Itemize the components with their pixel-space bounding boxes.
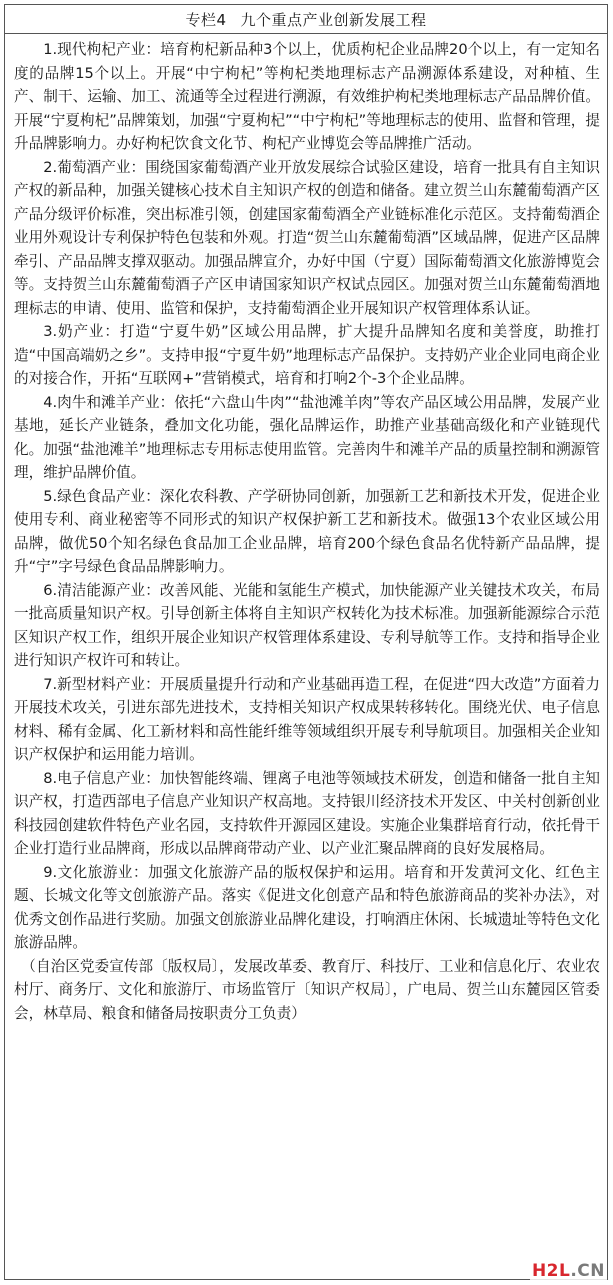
item-electronic-info: 8.电子信息产业：加快智能终端、锂离子电池等领域技术研发，创造和储备一批自主知识产权，打造西部电子信息产业知识产权高地。支持银川经济技术开发区、中关村创新创业科技园创建软件特色产业名园，支持软件开源园区建设。实施企业集群培育行动，依托骨干企业打造行业品牌商，形成以品牌商带动产业、以产业汇聚品牌商的良好发展格局。 xyxy=(14,769,600,857)
item-new-materials: 7.新型材料产业：开展质量提升行动和产业基础再造工程，在促进“四大改造”方面着力开展技术攻关，引进东部先进技术，支持相关知识产权成果转移转化。围绕光伏、电子信息材料、稀有金属、化工新材料和高性能纤维等领域组织开展专利导航项目。加强相关企业知识产权保护和运用能力培训。 xyxy=(14,675,600,763)
watermark-brand: H2L xyxy=(531,1261,571,1281)
item-wine: 2.葡萄酒产业：围绕国家葡萄酒产业开放发展综合试验区建设，培育一批具有自主知识产权的新品种，加强关键核心技术自主知识产权的创造和储备。建立贺兰山东麓葡萄酒产区产品分级评价标准，突出标准引领，创建国家葡萄酒全产业链标准化示范区。支持葡萄酒企业用外观设计专利保护特色包装和外观。打造“贺兰山东麓葡萄酒”区域品牌，促进产区品牌牵引、产品品牌支撑双驱动。加强品牌宣介，办好中国（宁夏）国际葡萄酒文化旅游博览会等。支持贺兰山东麓葡萄酒子产区申请国家知识产权试点园区。加强对贺兰山东麓葡萄酒地理标志的申请、使用、监管和保护，支持葡萄酒企业开展知识产权管理体系认证。 xyxy=(14,158,600,317)
column-label: 专栏4 xyxy=(185,10,227,29)
item-dairy: 3.奶产业：打造“宁夏牛奶”区域公用品牌，扩大提升品牌知名度和美誉度，助推打造“中国高端奶之乡”。支持申报“宁夏牛奶”地理标志产品保护。支持奶产业企业同电商企业的对接合作，开拓“互联网+”营销模式，培育和打响2个-3个企业品牌。 xyxy=(14,323,600,387)
item-culture-tourism: 9.文化旅游业：加强文化旅游产品的版权保护和运用。培育和开发黄河文化、红色主题、长城文化等文创旅游产品。落实《促进文化创意产品和特色旅游商品的奖补办法》，对优秀文创作品进行奖励。加强文创旅游业品牌化建设，打响酒庄休闲、长城遗址等特色文化旅游品牌。 xyxy=(14,863,600,951)
column-title-row xyxy=(5,5,607,34)
responsibility-note: （自治区党委宣传部〔版权局〕，发展改革委、教育厅、科技厅、工业和信息化厅、农业农村厅、商务厅、文化和旅游厅、市场监管厅〔知识产权局〕，广电局、贺兰山东麓园区管委会，林草局、粮食和储备局按职责分工负责） xyxy=(14,957,600,1022)
item-green-food: 5.绿色食品产业：深化农科教、产学研协同创新，加强新工艺和新技术开发，促进企业使用专利、商业秘密等不同形式的知识产权保护新工艺和新技术。做强13个农业区域公用品牌，做优50个知名绿色食品加工企业品牌，培育200个绿色食品名优特新产品品牌，提升“宁”字号绿色食品品牌影响力。 xyxy=(14,487,600,575)
watermark-suffix: .CN xyxy=(570,1261,605,1281)
item-beef-tan-sheep: 4.肉牛和滩羊产业：依托“六盘山牛肉”“盐池滩羊肉”等农产品区域公用品牌，发展产业基地，延长产业链条，叠加文化功能，强化品牌运作，助推产业基础高级化和产业链现代化。加强“盐池滩羊”地理标志专用标志使用监管。完善肉牛和滩羊产品的质量控制和溯源管理，维护品牌价值。 xyxy=(14,393,600,481)
item-modern-goji: 1.现代枸杞产业：培育枸杞新品种3个以上，优质枸杞企业品牌20个以上，有一定知名度的品牌15个以上。开展“中宁枸杞”等枸杞类地理标志产品溯源体系建设，对种植、生产、制干、运输、加工、流通等全过程进行溯源，有效维护枸杞类地理标志产品品牌价值。开展“宁夏枸杞”品牌策划，加强“宁夏枸杞”“中宁枸杞”等地理标志的使用、监督和管理，提升品牌影响力。办好枸杞饮食文化节、枸杞产业博览会等品牌推广活动。 xyxy=(14,41,600,152)
item-clean-energy: 6.清洁能源产业：改善风能、光能和氢能生产模式，加快能源产业关键技术攻关，布局一批高质量知识产权。引导创新主体将自主知识产权转化为技术标准。加强新能源综合示范区知识产权工作，组织开展企业知识产权管理体系建设、专利导航等工作。支持和指导企业进行知识产权许可和转让。 xyxy=(14,581,600,669)
column-body xyxy=(5,34,607,1025)
site-watermark xyxy=(530,1261,607,1281)
column-box xyxy=(4,4,608,1280)
column-title: 九个重点产业创新发展工程 xyxy=(240,10,427,29)
